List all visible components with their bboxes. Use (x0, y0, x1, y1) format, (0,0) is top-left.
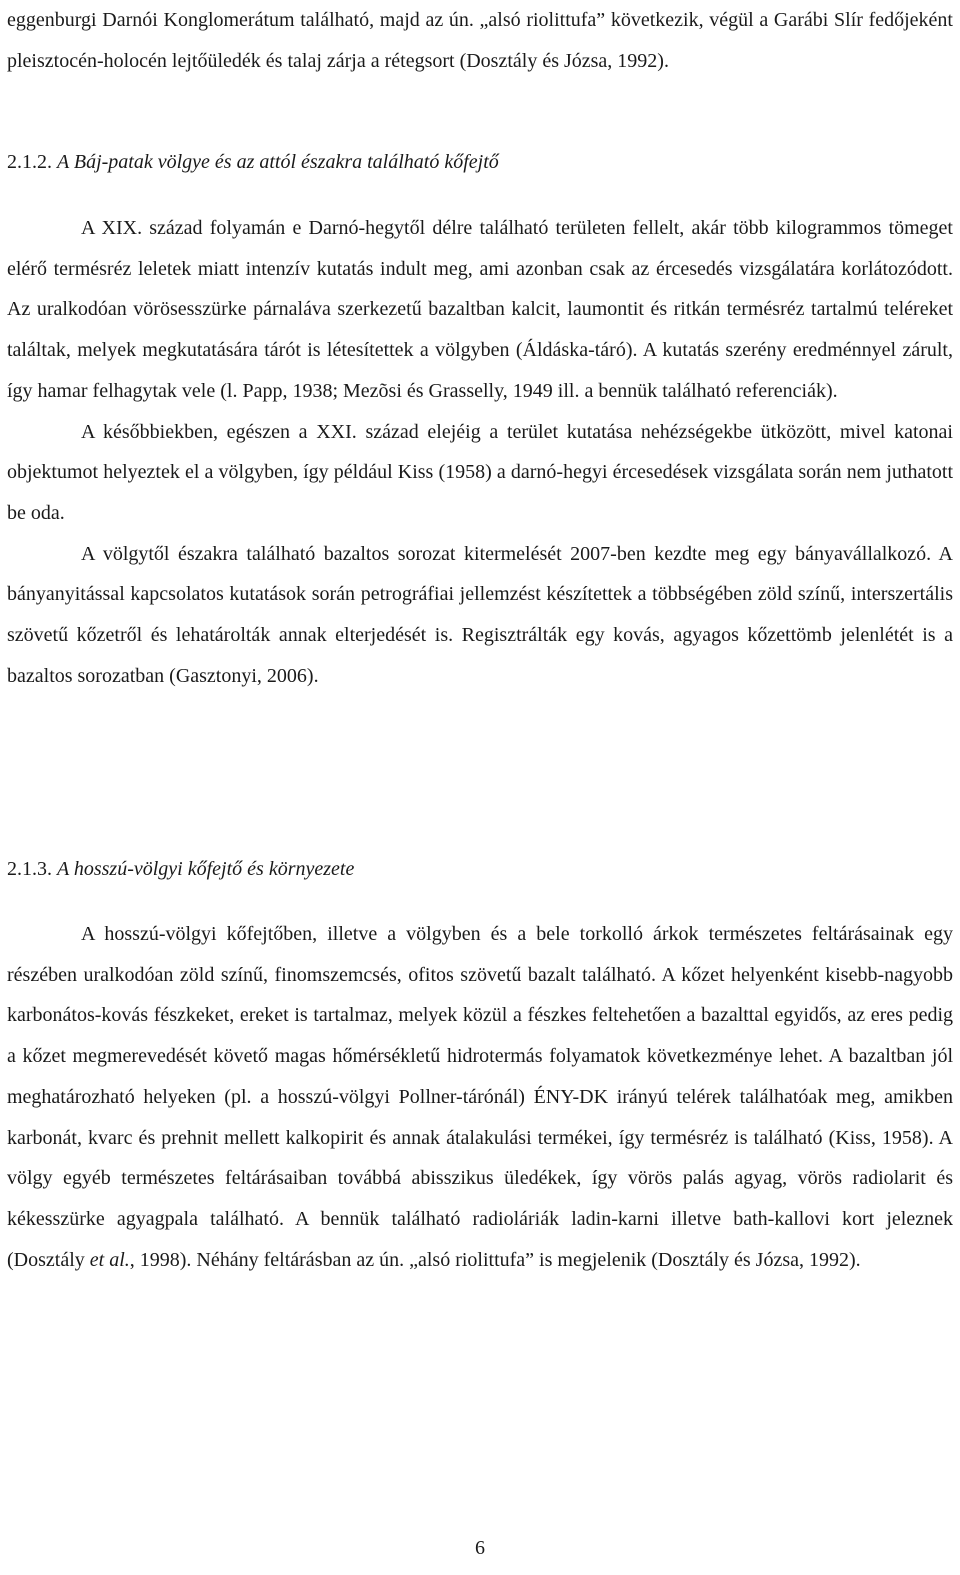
paragraph (7, 914, 953, 1280)
document-page (7, 0, 953, 1271)
section-heading-2-1-2 (7, 142, 499, 182)
section-number: 2.1.3. (7, 858, 52, 880)
section-body-2-1-2 (7, 208, 953, 696)
section-title: A Báj-patak völgye és az attól északra található kőfejtő (57, 151, 499, 173)
section-body-2-1-3 (7, 914, 953, 1280)
paragraph-text: A hosszú-völgyi kőfejtőben, illetve a völgyben és a bele torkolló árkok természetes feltárásainak egy részében uralkodóan zöld színű, finomszemcsés, ofitos szövetű bazalt található. A kőzet helyenként kisebb-nagyobb karbonátos-kovás fészkeket, ereket is tartalmaz, melyek közül a fészkes feltehetően a bazalttal egyidős, az eres pedig a kőzet megmerevedését követő magas hőmérsékletű hidrotermás folyamatok következménye lehet. A bazaltban jól meghatározható helyeken (pl. a hosszú-völgyi Pollner-tárónál) ÉNY-DK irányú telérek találhatóak meg, amikben karbonát, kvarc és prehnit mellett kalkopirit és annak átalakulási termékei, így termésréz is található (Kiss, 1958). A völgy egyéb természetes feltárásaiban továbbá abisszikus üledékek, így vörös palás agyag, vörös radiolarit és kékesszürke agyagpala található. A bennük található radioláriák ladin-karni illetve bath-kallovi kort jeleznek (Dosztály (7, 923, 953, 1271)
page-number: 6 (475, 1537, 485, 1559)
section-number: 2.1.2. (7, 151, 52, 173)
paragraph: A XIX. század folyamán e Darnó-hegytől délre található területen fellelt, akár több kilogrammos tömeget elérő termésréz leletek miatt intenzív kutatás indult meg, ami azonban csak az ércesedés vizsgálatára korlátozódott. Az uralkodóan vörösesszürke párnaláva szerkezetű bazaltban kalcit, laumontit és ritkán termésréz tartalmú teléreket találtak, melyek megkutatására tárót is létesítettek a völgyben (Áldáska-táró). A kutatás szerény eredménnyel zárult, így hamar felhagytak vele (l. Papp, 1938; Mezõsi és Grasselly, 1949 ill. a bennük található referenciák). (7, 217, 953, 402)
paragraph: A későbbiekben, egészen a XXI. század elejéig a terület kutatása nehézségekbe ütközött, mivel katonai objektumot helyeztek el a völgyben, így például Kiss (1958) a darnó-hegyi ércesedések vizsgálata során nem juthatott be oda. (7, 420, 953, 524)
latin-abbreviation: et al. (89, 1248, 130, 1271)
paragraph-text: , 1998). Néhány feltárásban az ún. „alsó riolittufa” is megjelenik (Dosztály és Józsa, 1992). (129, 1248, 861, 1271)
paragraph-continued: eggenburgi Darnói Konglomerátum található, majd az ún. „alsó riolittufa” következik, végül a Garábi Slír fedőjeként pleisztocén-holocén lejtőüledék és talaj zárja a rétegsort (Dosztály és Józsa, 1992). (7, 9, 953, 72)
section-title: A hosszú-völgyi kőfejtő és környezete (57, 858, 355, 880)
section-heading-2-1-3 (7, 849, 354, 889)
paragraph: A völgytől északra található bazaltos sorozat kitermelését 2007-ben kezdte meg egy bányavállalkozó. A bányanyitással kapcsolatos kutatások során petrográfiai jellemzést készítettek a többségében zöld színű, interszertális szövetű kőzetről és lehatárolták annak elterjedését is. Regisztrálták egy kovás, agyagos kőzettömb jelenlétét is a bazaltos sorozatban (Gasztonyi, 2006). (7, 542, 953, 687)
